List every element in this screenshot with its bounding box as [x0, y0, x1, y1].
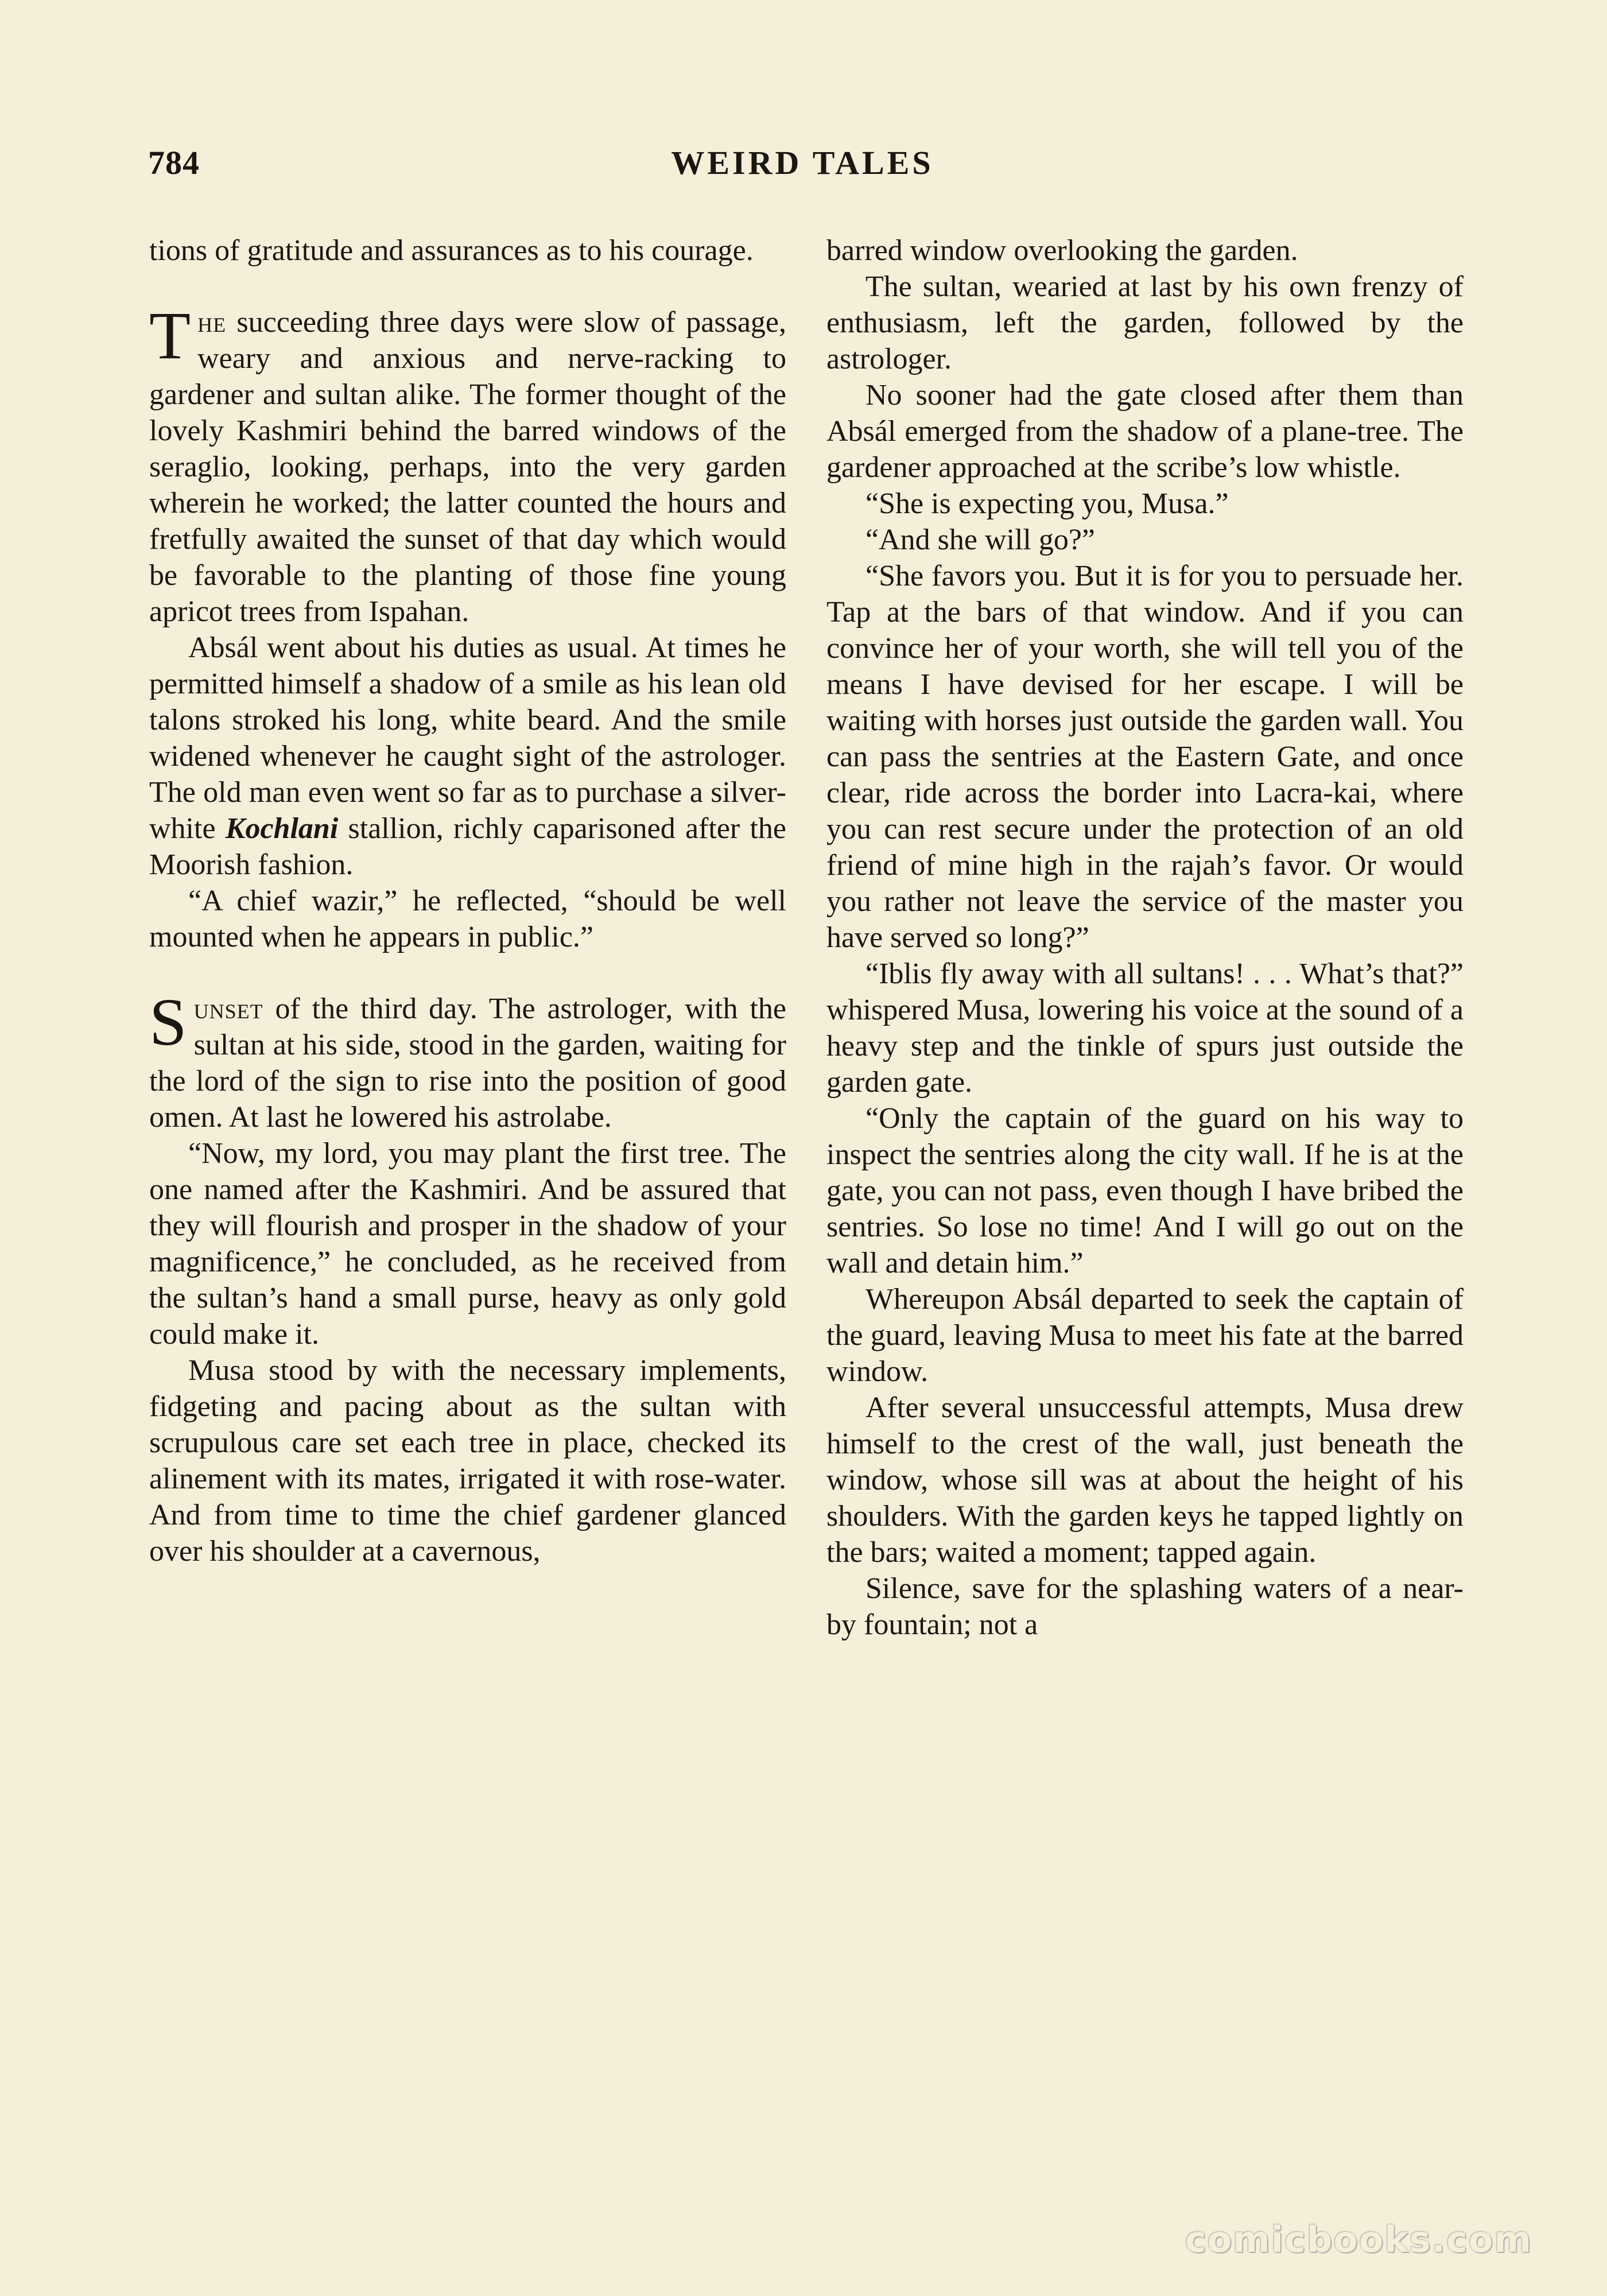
paragraph: “A chief wazir,” he reflected, “should be well mounted when he appears in public.” [149, 885, 786, 953]
italic-word: Kochlani [225, 812, 339, 845]
paragraph: “Only the captain of the guard on his way to inspect the sentries along the city wall. If he is at the gate, you can not pass, even though I have bribed the sentries. So lose no time! And I will go out on the wall and detain him.” [826, 1102, 1464, 1279]
drop-cap: T [149, 298, 191, 373]
left-column [149, 232, 786, 1569]
paragraph: Whereupon Absál departed to seek the captain of the guard, leaving Musa to meet his fate at the barred window. [826, 1283, 1464, 1388]
right-column [826, 232, 1464, 1643]
page-header [148, 144, 1457, 189]
magazine-title: WEIRD TALES [671, 144, 934, 181]
paragraph: Silence, save for the splashing waters of a near-by fountain; not a [826, 1572, 1464, 1641]
paragraph: tions of gratitude and assurances as to his courage. [149, 234, 754, 267]
paragraph: The sultan, wearied at last by his own frenzy of enthusiasm, left the garden, followed by the astrologer. [826, 270, 1464, 375]
paragraph: Musa stood by with the necessary implements, fidgeting and pacing about as the sultan with scrupulous care set each tree in place, checked its alinement with its mates, irrigated it with rose-water. And from time to time the chief gardener glanced over his shoulder at a cavernous, [149, 1354, 786, 1568]
drop-cap: S [149, 984, 187, 1060]
section-paragraph [149, 298, 786, 630]
paragraph: “Now, my lord, you may plant the first tree. The one named after the Kashmiri. And be assured that they will flourish and prosper in the shadow of your magnificence,” he concluded, as he received from the sultan’s hand a small purse, heavy as only gold could make it. [149, 1137, 786, 1351]
paragraph: “She favors you. But it is for you to persuade her. Tap at the bars of that window. And if you can convince her of your worth, she will tell you of the means I have devised for her escape. I will be waiting with horses just outside the garden wall. You can pass the sentries at the Eastern Gate, and once clear, ride across the border into Lacra-kai, where you can rest secure under the protection of an old friend of mine high in the rajah’s favor. Or would you rather not leave the service of the master you have served so long?” [826, 560, 1464, 954]
small-caps-lead: he [197, 306, 227, 339]
paragraph-text: succeeding three days were slow of passage, weary and anxious and nerve-racking to gardener and sultan alike. The former thought of the lovely Kashmiri behind the barred windows of the seraglio, looking, perhaps, into the very garden wherein he worked; the latter counted the hours and fretfully awaited the sunset of that day which would be favorable to the planting of those fine young apricot trees from Ispahan. [149, 306, 786, 628]
paragraph-text: Absál went about his duties as usual. At times he permitted himself a shadow of a smile as his lean old talons stroked his long, white beard. And the smile widened whenever he caught sight of the astrologer. The old man even went so far as to purchase a silver-white [149, 631, 786, 845]
paragraph: “Iblis fly away with all sultans! . . . What’s that?” whispered Musa, lowering his voice at the sound of a heavy step and the tinkle of spurs just outside the garden gate. [826, 957, 1464, 1099]
paragraph: After several unsuccessful attempts, Musa drew himself to the crest of the wall, just beneath the window, whose sill was at about the height of his shoulders. With the garden keys he tapped lightly on the bars; waited a moment; tapped again. [826, 1391, 1464, 1569]
watermark: comicbooks.com [1185, 2219, 1532, 2260]
page-number: 784 [148, 144, 200, 181]
paragraph: No sooner had the gate closed after them than Absál emerged from the shadow of a plane-tree. The gardener approached at the scribe’s low whistle. [826, 379, 1464, 484]
paragraph-text: of the third day. The astrologer, with the sultan at his side, stood in the garden, waiting for the lord of the sign to rise into the position of good omen. At last he lowered his astrolabe. [149, 992, 786, 1134]
section-paragraph [149, 984, 786, 1135]
paragraph: “And she will go?” [865, 523, 1096, 556]
small-caps-lead: unset [193, 992, 263, 1025]
paragraph [149, 630, 786, 883]
paragraph: “She is expecting you, Musa.” [865, 487, 1229, 520]
paragraph: barred window overlooking the garden. [826, 234, 1298, 267]
paragraph-text: stallion, richly caparisoned after the Moorish fashion. [149, 812, 787, 881]
